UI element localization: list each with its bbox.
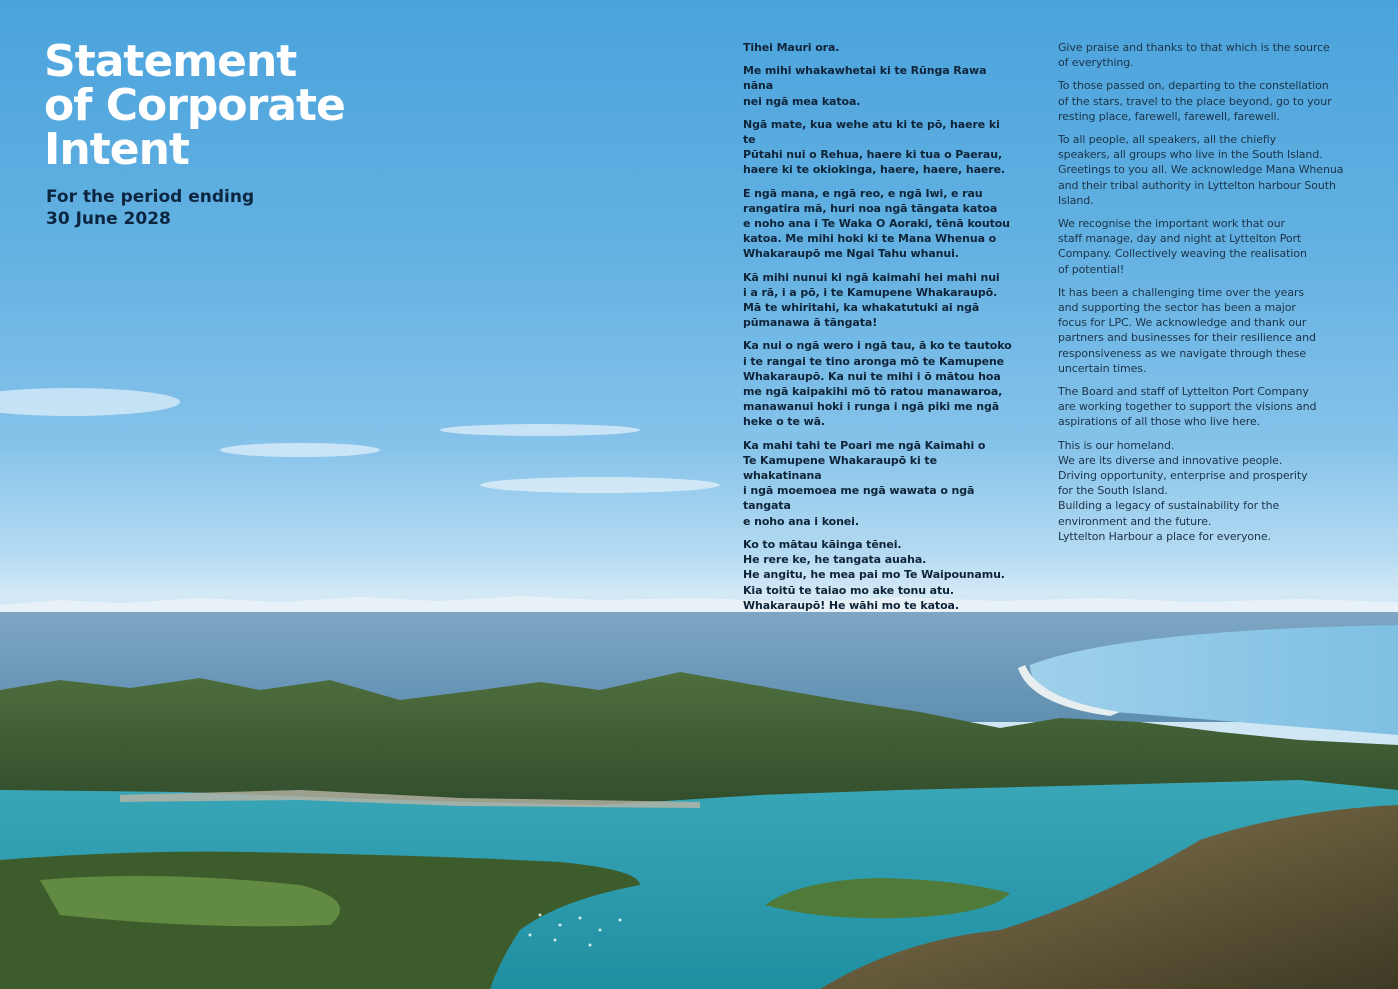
english-text-column [1058, 40, 1358, 552]
english-paragraph: We recognise the important work that our staff manage, day and night at Lyttelton Port Company. Collectively weaving the realisation of potential! [1058, 217, 1307, 276]
maori-paragraph: Ko to mātau kāinga tēnei. He rere ke, he tangata auaha. He angitu, he mea pai mo Te Waipounamu. Kia toitū te taiao mo ake tonu atu. Whakaraupō! He wāhi mo te katoa. [743, 537, 1005, 612]
document-title: Statement of Corporate Intent [44, 36, 345, 175]
maori-paragraph: Tihei Mauri ora. [743, 41, 840, 54]
maori-paragraph: Ka nui o ngā wero i ngā tau, ā ko te tautoko i te rangai te tino aronga mō te Kamupene Whakaraupō. Ka nui te mihi i ō mātou hoa me ngā kaipakihi mō tō ratou manawaroa, manawanui hoki i runga i ngā piki me ngā heke o te wā. [743, 339, 1012, 429]
maori-paragraph: Ngā mate, kua wehe atu ki te pō, haere ki te Pūtahi nui o Rehua, haere ki tua o Paerau, haere ki te okiokinga, haere, haere, haere. [743, 117, 1006, 177]
maori-text-column [743, 40, 1015, 621]
document-subtitle: For the period ending 30 June 2028 [46, 187, 255, 229]
maori-paragraph: E ngā mana, e ngā reo, e ngā Iwi, e rau rangatira mā, huri noa ngā tāngata katoa e noho ana i Te Waka O Aoraki, tēnā koutou katoa. Me mihi hoki ki te Mana Whenua o Whakaraupō me Ngai Tahu whanui. [743, 186, 1010, 261]
maori-paragraph: Ka mahi tahi te Poari me ngā Kaimahi o Te Kamupene Whakaraupō ki te whakatinana i ngā moemoea me ngā wawata o ngā tangata e noho ana i konei. [743, 438, 986, 528]
english-paragraph: The Board and staff of Lyttelton Port Company are working together to support the visions and aspirations of all those who live here. [1058, 385, 1317, 429]
english-paragraph: To all people, all speakers, all the chiefly speakers, all groups who live in the South Island. Greetings to you all. We acknowledge Mana Whenua and their tribal authority in Lyttelton harbour South Island. [1058, 133, 1344, 207]
cloud-wisps [0, 388, 720, 493]
maori-paragraph: Me mihi whakawhetai ki te Rūnga Rawa nāna nei ngā mea katoa. [743, 64, 987, 108]
maori-paragraph: Kā mihi nunui ki ngā kaimahi hei mahi nui i a rā, i a pō, i te Kamupene Whakaraupō. Mā te whiritahi, ka whakatutuki ai ngā pūmanawa ā tāngata! [743, 270, 1000, 330]
english-paragraph: To those passed on, departing to the constellation of the stars, travel to the place beyond, go to your resting place, farewell, farewell, farewell. [1058, 79, 1332, 123]
english-paragraph: This is our homeland. We are its diverse and innovative people. Driving opportunity, enterprise and prosperity for the South Island. Building a legacy of sustainability for the environment and the future. Lyttelton Harbour a place for everyone. [1058, 438, 1308, 543]
title-block [44, 36, 464, 230]
english-paragraph: Give praise and thanks to that which is the source of everything. [1058, 41, 1330, 70]
english-paragraph: It has been a challenging time over the years and supporting the sector has been a major focus for LPC. We acknowledge and thank our partners and businesses for their resilience and responsiveness as we navigate through these uncertain times. [1058, 285, 1316, 375]
